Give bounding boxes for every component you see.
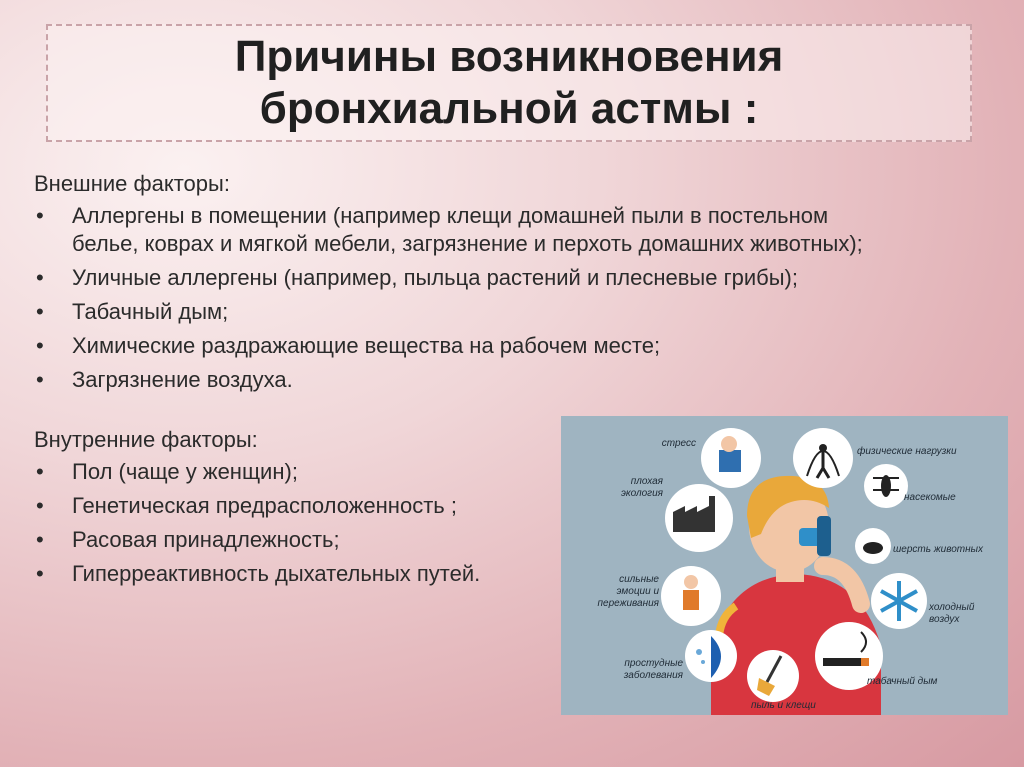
list-item-text: Расовая принадлежность; (72, 527, 340, 552)
virus-icon (685, 630, 737, 682)
bullet-icon: • (36, 265, 44, 290)
list-item-text: Загрязнение воздуха. (72, 367, 293, 392)
asthma-causes-illustration (561, 416, 1008, 715)
factory-icon (665, 484, 733, 552)
list-item-text: Аллергены в помещении (например клещи домашней пыли в постельном белье, коврах и мягкой мебели, загрязнение и перхоть домашних животных); (72, 203, 863, 256)
bullet-icon: • (36, 527, 44, 552)
label-colds-2: заболевания (623, 670, 683, 681)
list-item-text: Генетическая предрасположенность ; (72, 493, 457, 518)
label-cold-1: холодный (929, 602, 975, 613)
list-item (34, 202, 994, 258)
internal-factors-heading: Внутренние факторы: (34, 427, 258, 452)
label-colds-1: простудные (624, 658, 683, 669)
slide-title-line-2: бронхиальной астмы : (259, 84, 759, 133)
list-item (34, 264, 994, 292)
label-emotions-2: эмоции и (616, 586, 659, 597)
emotions-icon (661, 566, 721, 626)
jump-rope-icon (793, 428, 853, 488)
bullet-icon: • (36, 203, 44, 228)
label-cold-2: воздух (929, 614, 960, 625)
bullet-icon: • (36, 493, 44, 518)
title-box (46, 24, 972, 142)
bullet-icon: • (36, 299, 44, 324)
slide-title-line-1: Причины возникновения (234, 32, 784, 81)
bullet-icon: • (36, 367, 44, 392)
bullet-icon: • (36, 561, 44, 586)
list-item-text: Пол (чаще у женщин); (72, 459, 298, 484)
bullet-icon: • (36, 459, 44, 484)
label-stress: стресс (661, 438, 696, 449)
label-fur: шерсть животных (893, 544, 983, 555)
broom-icon (747, 650, 799, 702)
list-item-text: Уличные аллергены (например, пыльца растений и плесневые грибы); (72, 265, 798, 290)
external-factors-heading: Внешние факторы: (34, 171, 230, 196)
label-dust: пыль и клещи (751, 700, 816, 711)
external-factors-list (34, 202, 994, 394)
animal-icon (855, 528, 891, 564)
list-item-text: Гиперреактивность дыхательных путей. (72, 561, 481, 586)
label-smoke: табачный дым (867, 676, 938, 687)
bullet-icon: • (36, 333, 44, 358)
label-emotions-3: переживания (597, 598, 659, 609)
list-item (34, 332, 994, 360)
insect-icon (864, 464, 908, 508)
label-ecology-2: экология (620, 488, 663, 499)
label-physical: физические нагрузки (857, 446, 957, 457)
label-ecology-1: плохая (630, 476, 663, 487)
label-emotions-1: сильные (619, 574, 659, 585)
list-item-text: Табачный дым; (72, 299, 229, 324)
list-item (34, 366, 994, 394)
list-item (34, 298, 994, 326)
snowflake-icon (871, 573, 927, 629)
label-insects: насекомые (904, 492, 956, 503)
list-item-text: Химические раздражающие вещества на рабочем месте; (72, 333, 661, 358)
stress-icon (701, 428, 761, 488)
